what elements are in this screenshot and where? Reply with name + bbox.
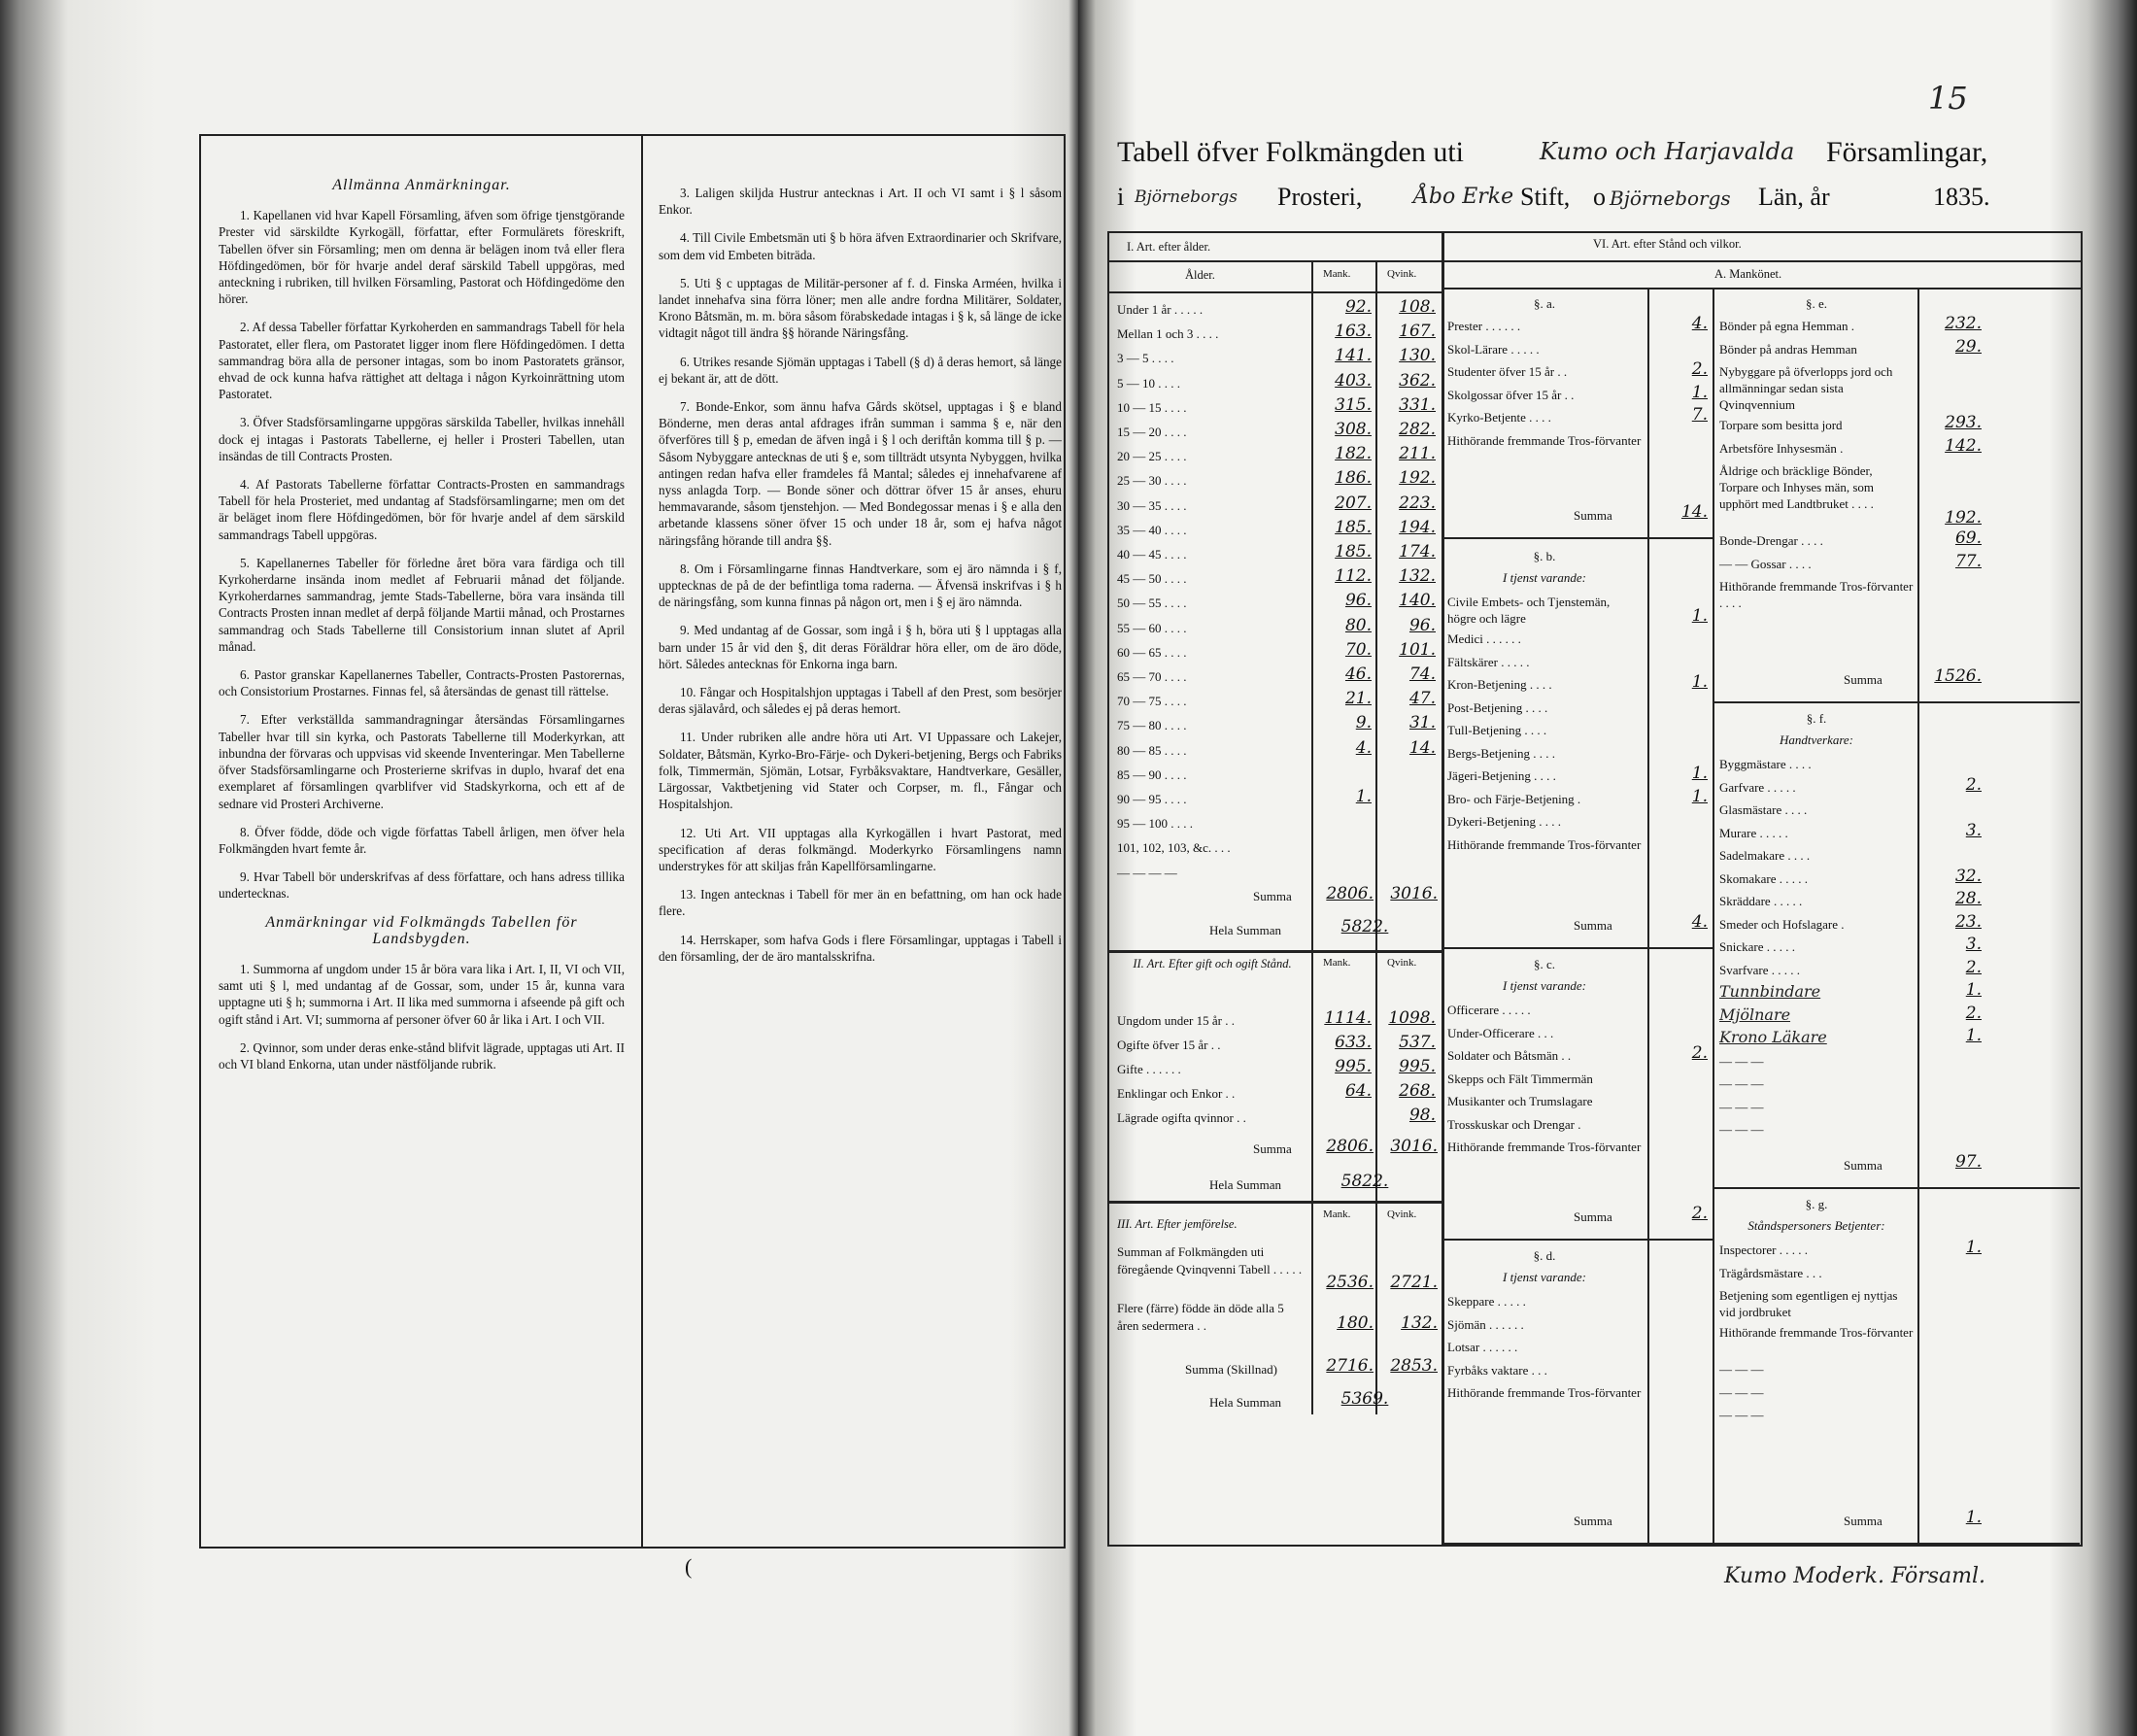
sec_f-row-label: — — — <box>1719 1076 1764 1091</box>
art1-row-qvink: 74. <box>1408 664 1436 684</box>
sec_f-summa-value: 97. <box>1954 1152 1982 1172</box>
art1-row-label: 70 — 75 . . . . <box>1117 694 1187 709</box>
art1-row-label: 65 — 70 . . . . <box>1117 669 1187 684</box>
sec_b-row-label: Dykeri-Betjening . . . . <box>1447 814 1561 829</box>
sec_f-row-label: — — — <box>1719 1122 1764 1137</box>
art1-row-qvink: 47. <box>1408 689 1436 709</box>
sec_f-row-label: Byggmästare . . . . <box>1719 757 1812 771</box>
sec_d-row-label: Sjömän . . . . . . <box>1447 1316 1524 1332</box>
art1-row-label: 75 — 80 . . . . <box>1117 718 1187 733</box>
sec_a-row-value: 2. <box>1691 359 1708 379</box>
art1-row-mank: 315. <box>1335 394 1372 415</box>
art1-row-label: 3 — 5 . . . . <box>1117 351 1174 366</box>
sec_f-row-label: Murare . . . . . <box>1719 825 1788 840</box>
art1-row-label: 5 — 10 . . . . <box>1117 375 1180 391</box>
art1-row-mank: 4. <box>1355 737 1372 758</box>
art1-row-qvink: 108. <box>1399 297 1436 317</box>
sec_f-row-label: Skräddare . . . . . <box>1719 894 1803 908</box>
art6-value-divider <box>1917 288 1919 1545</box>
sec_f-row-value: 1. <box>1965 1026 1982 1045</box>
art1-hela-summan: 5822. <box>1340 917 1389 936</box>
art1-row-mank: 9. <box>1355 713 1372 733</box>
art2-col-mank: Mank. <box>1323 957 1351 969</box>
sec_e-row-value: 77. <box>1954 551 1982 571</box>
paragraph: 5. Kapellanernes Tabeller för förledne året böra vara färdiga och till Kyrkoherdarne insända inom medlet af Februarii månad det följande. Kyrkoherdarnes sammandrag, jemte Stads-Tabellerne, böra vara insända till Contracts Prosten innan medlet af derpå följande Martii månad, och Prostarnes sammandrag och Stads Tabellerne till Consistorium innan slutet af April månad. <box>219 555 625 654</box>
art1-row-qvink: 132. <box>1399 566 1436 587</box>
sec_a-summa-label: Summa <box>1574 508 1612 523</box>
sec_e-row-label: Nybyggare på öfverlopps jord och allmänningar sedan sista Qvinqvennium <box>1719 364 1893 412</box>
sec_b-row-label: Civile Embets- och Tjenstemän, högre och lägre <box>1447 595 1611 626</box>
sec_f-end-line <box>1714 1187 2080 1189</box>
paragraph: 3. Öfver Stadsförsamlingarne uppgöras särskilda Tabeller, hvilkas innehåll dock ej intagas i Pastorats Tabellerne, ej heller i Prosteri Tabellen, utan insändas de till Contracts Prosten. <box>219 415 625 463</box>
paragraph: 6. Pastor granskar Kapellanernes Tabeller, Contracts-Prosten Pastorernas, och Consistorium Prostarnes. Finnas fel, så återsändas de genast till rättelse. <box>219 667 625 699</box>
art1-row-qvink: 192. <box>1399 468 1436 489</box>
art1-row-label: 35 — 40 . . . . <box>1117 522 1187 537</box>
sec_a-row-value: 4. <box>1691 314 1708 333</box>
sec_d-summa-label: Summa <box>1574 1514 1612 1528</box>
left-column-divider <box>641 136 643 1547</box>
art1-row-qvink: 174. <box>1399 542 1436 562</box>
sec_c-summa-value: 2. <box>1691 1204 1708 1223</box>
art6-subheader: A. Mankönet. <box>1714 267 1782 281</box>
title-o: o <box>1593 183 1606 211</box>
sec_e-row-value: 69. <box>1954 528 1982 548</box>
art1-row-qvink: 331. <box>1399 394 1436 415</box>
art2-row-label: Ungdom under 15 år . . <box>1117 1013 1235 1028</box>
art3-hela-label: Hela Summan <box>1209 1395 1282 1410</box>
sec_c-row-label: Skepps och Fält Timmermän <box>1447 1071 1593 1086</box>
art1-row-mank: 403. <box>1335 370 1372 391</box>
sec_g-summa-value: 1. <box>1965 1508 1982 1527</box>
art2-row-label: Enklingar och Enkor . . <box>1117 1086 1236 1101</box>
sec_b-row-label: Bergs-Betjening . . . . <box>1447 745 1555 761</box>
sec_f-row-value: 3. <box>1965 820 1982 840</box>
art6-col-divider <box>1713 288 1714 1545</box>
paragraph: 9. Med undantag af de Gossar, som ingå i § h, böra uti § l upptagas alla barn under 15 år vid den §, dit deras Föräldrar höra eller, om de äro döde, hört. Således antecknas för Enkorna inga barn. <box>659 623 1062 671</box>
art1-row-qvink: 211. <box>1399 444 1436 464</box>
art3-col-line-1 <box>1311 1201 1313 1414</box>
sec_b-summa-value: 4. <box>1691 912 1708 932</box>
art3-col-line-2 <box>1375 1201 1377 1414</box>
art1-row-qvink: 282. <box>1399 420 1436 439</box>
stift-name: Åbo Erke <box>1413 185 1514 209</box>
art1-row-label: 10 — 15 . . . . <box>1117 399 1187 415</box>
art1-row-label: 30 — 35 . . . . <box>1117 497 1187 513</box>
sec_g-summa-label: Summa <box>1844 1514 1883 1528</box>
page-mark: ( <box>685 1554 693 1579</box>
art3-col-qvink: Qvink. <box>1387 1208 1417 1220</box>
art1-row-mank: 80. <box>1344 615 1372 635</box>
paragraph: 14. Herrskaper, som hafva Gods i flere Församlingar, upptagas i Tabell i den församling, der de äro mantalsskrifna. <box>659 932 1062 964</box>
sec_e-row-label: Bönder på egna Hemman . <box>1719 319 1854 333</box>
art1-row-mank: 70. <box>1344 639 1372 660</box>
sec_g-end-line <box>1714 1543 2080 1545</box>
art1-row-mank: 308. <box>1335 420 1372 439</box>
art2-row-label: Ogifte öfver 15 år . . <box>1117 1038 1221 1052</box>
art3-row2-label: Flere (färre) födde än döde alla 5 åren sedermera . . <box>1117 1301 1284 1333</box>
art1-col-mank: Mank. <box>1323 268 1351 280</box>
art2-end-line <box>1109 1201 1442 1204</box>
sec_b-row-label: Hithörande fremmande Tros-förvanter <box>1447 836 1642 852</box>
art1-row-label: Mellan 1 och 3 . . . . <box>1117 326 1219 342</box>
sec_f-row-label: — — — <box>1719 1099 1764 1114</box>
art3-row2-mank: 180. <box>1337 1313 1374 1333</box>
sec_f-subtitle: Handtverkare: <box>1779 732 1854 747</box>
sec_c-row-label: Musikanter och Trumslagare <box>1447 1094 1593 1108</box>
sec_c-summa-label: Summa <box>1574 1209 1612 1224</box>
sec_f-row-label: Sadelmakare . . . . <box>1719 848 1811 863</box>
paragraph: 2. Af dessa Tabeller författar Kyrkoherden en sammandrags Tabell för hela Pastoratet, eller flera, om Pastoratet ligger inom flere Höfdingedömen. I detta sammandrag böra alla de personer intagas, som bo inom Pastoratets gränsor, ehvad de ock kunna hafva rättighet att deltaga i någon Kyrkoinrättning utom Pastoratet. <box>219 320 625 402</box>
paragraph: 7. Efter verkställda sammandragningar återsändas Församlingarnes Tabeller hvar till sin kyrka, och Pastorats Tabellerne till Moderkyrkan, att inbundna der förvaras och uppvisas vid skeende Inventeringar. Men Tabellerne öfver Stadsförsamlingarne och Prosterierne skrifvas in duplo, hvaraf det ena exemplaret af församlingen qvarblifver vid Stadskyrkorna, och ett af de sednare vid Prosteri Archiverne. <box>219 712 625 811</box>
art1-row-mank: 207. <box>1335 493 1372 513</box>
art1-row-qvink: 362. <box>1399 370 1436 391</box>
art1-summa-mank: 2806. <box>1326 884 1374 903</box>
art2-row-qvink: 98. <box>1408 1106 1436 1125</box>
sec_f-row-label: Tunnbindare <box>1719 982 1821 1001</box>
sec_c-row-label: Trosskuskar och Drengar . <box>1447 1116 1581 1132</box>
sec_e-row-label: Bonde-Drengar . . . . <box>1719 533 1823 548</box>
signature: Kumo Moderk. Församl. <box>1724 1564 1986 1588</box>
art1-row-qvink: 31. <box>1408 713 1436 733</box>
art1-hela-label: Hela Summan <box>1209 923 1282 937</box>
title-suffix: Församlingar, <box>1826 136 1988 168</box>
sec_d-title: §. d. <box>1533 1248 1556 1263</box>
sec_b-row-value: 1. <box>1691 606 1708 626</box>
art2-row-qvink: 537. <box>1399 1033 1436 1052</box>
sec_b-row-label: Post-Betjening . . . . <box>1447 699 1548 715</box>
sec_c-row-value: 2. <box>1691 1043 1708 1063</box>
art1-summa-qvink: 3016. <box>1390 884 1438 903</box>
art3-hela-summan: 5369. <box>1340 1389 1389 1409</box>
art2-summa-mank: 2806. <box>1326 1137 1374 1156</box>
sec_a-row-label: Skolgossar öfver 15 år . . <box>1447 387 1575 402</box>
sec_e-row-label: Bönder på andras Hemman <box>1719 341 1857 357</box>
art3-header: III. Art. Efter jemförelse. <box>1117 1217 1238 1231</box>
sec_e-row-value: 142. <box>1945 435 1982 456</box>
art1-row-label: 25 — 30 . . . . <box>1117 473 1187 489</box>
paragraph: 1. Kapellanen vid hvar Kapell Församling, äfven som öfrige tjenstgörande Prester vid särskildte Kyrkogäll, författar, efter Formulärets föreskrift, Tabellen öfver sin Församling; men om denna är belägen inom två eller flera Höfdingedömen, bör för hvarje andel deraf särskild Tabell uppgöras, med anteckning i rubriken, till hvilken Församling, Pastorat och Höfdingedöme den hörer. <box>219 208 625 307</box>
title-prefix: Tabell öfver Folkmängden uti <box>1117 136 1464 168</box>
art1-row-qvink: 96. <box>1408 615 1436 635</box>
sec_c-row-label: Hithörande fremmande Tros-förvanter <box>1447 1140 1642 1154</box>
art1-row-label: 50 — 55 . . . . <box>1117 596 1187 611</box>
art2-row-qvink: 995. <box>1399 1057 1436 1076</box>
sec_a-row-label: Studenter öfver 15 år . . <box>1447 364 1568 379</box>
sec_a-row-label: Kyrko-Betjente . . . . <box>1447 410 1551 425</box>
page-number: 15 <box>1928 80 1968 117</box>
art1-row-mank: 96. <box>1344 591 1372 611</box>
sec_e-title: §. e. <box>1805 296 1828 311</box>
left-column-1 <box>219 165 625 1084</box>
sec_e-summa-value: 1526. <box>1934 666 1982 686</box>
sec_f-title: §. f. <box>1806 711 1827 726</box>
notes-paragraphs <box>659 185 1062 965</box>
sec_c-row-label: Under-Officerare . . . <box>1447 1025 1554 1040</box>
paragraph: 3. Laligen skiljda Hustrur antecknas i Art. II och VI samt i § l såsom Enkor. <box>659 186 1062 218</box>
prosteri-name: Björneborgs <box>1135 187 1238 207</box>
art2-row-label: Gifte . . . . . . <box>1117 1062 1181 1076</box>
art6-subheader-line <box>1443 288 2081 289</box>
sec_b-row-value: 1. <box>1691 764 1708 783</box>
sec_f-row-value: 1. <box>1965 980 1982 1000</box>
art3-summa-label: Summa (Skillnad) <box>1185 1362 1277 1377</box>
sec_b-row-label: Tull-Betjening . . . . <box>1447 723 1547 737</box>
sec_g-row-label: Betjening som egentligen ej nyttjas vid jordbruket <box>1719 1288 1898 1319</box>
landsbygd-title: Anmärkningar vid Folkmängds Tabellen för Landsbygden. <box>265 913 578 947</box>
sec_f-row-label: Smeder och Hofslagare . <box>1719 916 1845 932</box>
sec_f-row-label: Garfvare . . . . . <box>1719 779 1796 795</box>
art2-hela-label: Hela Summan <box>1209 1177 1282 1192</box>
sec_g-row-label: — — — <box>1719 1408 1764 1422</box>
sec_a-row-value: 1. <box>1691 382 1708 402</box>
art3-row1-mank: 2536. <box>1326 1273 1374 1292</box>
paragraph: 11. Under rubriken alle andre höra uti Art. VI Uppassare och Lakejer, Soldater, Båtsmän, Kyrko-Bro-Färje- och Dykeri-betjening, Bergs och Fabriks folk, Timmermän, Sjömän, Lotsar, Fyrbåksvaktare, Handtverkare, Gesäller, Lärgossar, Vaktbetjening vid Stater och Corpser, m. fl., Fångar och Hospitalshjon. <box>659 730 1062 812</box>
sec_g-row-label: Trägårdsmästare . . . <box>1719 1265 1822 1280</box>
paragraph: 12. Uti Art. VII upptagas alla Kyrkogällen i hvart Pastorat, med specification af deras folkmängd. Moderkyrko Församlingens namn understrykes för att skiljas från Kapellförsamlingarne. <box>659 825 1062 873</box>
sec_f-row-value: 2. <box>1965 1003 1982 1023</box>
sec_a-row-label: Hithörande fremmande Tros-förvanter <box>1447 432 1642 448</box>
art1-row-label: — — — — <box>1117 865 1177 880</box>
art2-row-label: Lägrade ogifta qvinnor . . <box>1117 1110 1246 1125</box>
paragraph: 10. Fångar och Hospitalshjon upptagas i Tabell af den Prest, som besörjer deras själavård, och således ej på deras hemort. <box>659 685 1062 717</box>
sec_d-row-label: Fyrbåks vaktare . . . <box>1447 1362 1547 1378</box>
left-column-2 <box>659 185 1062 976</box>
paragraph: 4. Af Pastorats Tabellerne författar Contracts-Prosten en sammandrags Tabell för hela Prosteriet, med undantag af Stadsförsamlingarne; men om det är beläget inom flere Höfdingedömen, bör för hvarje andel af dem särskild sammandrags Tabell uppgöras. <box>219 477 625 542</box>
parish-name: Kumo och Harjavalda <box>1540 138 1795 165</box>
sec_f-summa-label: Summa <box>1844 1158 1883 1173</box>
landsbygd-paragraphs <box>219 961 625 1072</box>
art3-row2-qvink: 132. <box>1401 1313 1438 1333</box>
sec_e-row-label: — — Gossar . . . . <box>1719 556 1812 571</box>
sec_e-summa-label: Summa <box>1844 672 1883 687</box>
art1-row-label: 20 — 25 . . . . <box>1117 449 1187 464</box>
art1-row-mank: 21. <box>1344 689 1372 709</box>
art1-row-qvink: 140. <box>1399 591 1436 611</box>
paragraph: 8. Om i Församlingarne finnas Handtverkare, som ej äro nämnda i § f, upptecknas de på de der befintliga toma raderna. — Äfvensä inskrifvas i § h de näringsfång, som kunna finnas på någon ort, men i § ej äro nämnda. <box>659 561 1062 610</box>
art1-row-qvink: 223. <box>1399 493 1436 513</box>
art3-col-mank: Mank. <box>1323 1208 1351 1220</box>
art1-row-qvink: 14. <box>1408 737 1436 758</box>
sec_b-end-line <box>1443 947 1713 949</box>
art1-row-mank: 163. <box>1335 322 1372 342</box>
art1-row-label: 55 — 60 . . . . <box>1117 620 1187 635</box>
sec_g-row-label: — — — <box>1719 1362 1764 1377</box>
sec_a-end-line <box>1443 537 1713 539</box>
art1-row-label: 95 — 100 . . . . <box>1117 816 1193 832</box>
art1-row-label: 15 — 20 . . . . <box>1117 425 1187 439</box>
art1-row-mank: 141. <box>1335 346 1372 366</box>
art2-row-mank: 64. <box>1344 1081 1372 1101</box>
sec_f-row-value: 2. <box>1965 774 1982 795</box>
art1-summa-label: Summa <box>1253 889 1292 903</box>
right-page <box>1078 0 2137 1736</box>
sec_c-subtitle: I tjenst varande: <box>1503 978 1586 993</box>
sec_c-row-label: Soldater och Båtsmän . . <box>1447 1048 1572 1063</box>
paragraph: 5. Uti § c upptagas de Militär-personer af f. d. Finska Arméen, hvilka i landet innehafva sina förra löner; men alle andre fordna Militärer, Soldater, Krono Båtsmän, m. m. böra såsom förabskedade intagas i § k, så länge de icke vidtagit något till ändra §§ hörande Näringsfång. <box>659 275 1062 341</box>
art6-value-divider <box>1647 288 1649 1545</box>
sec_f-row-value: 32. <box>1954 866 1982 886</box>
art1-row-mank: 46. <box>1344 664 1372 684</box>
art2-hela-summan: 5822. <box>1340 1172 1389 1191</box>
sec_d-row-label: Lotsar . . . . . . <box>1447 1340 1518 1354</box>
sec_b-row-label: Kron-Betjening . . . . <box>1447 677 1552 692</box>
sec_a-summa-value: 14. <box>1680 502 1708 522</box>
paragraph: 1. Summorna af ungdom under 15 år böra vara lika i Art. I, II, VI och VII, samt uti § l, med undantag af de Gossar, som, under 15 år, kunna vara upptagne uti § h; summorna i Art. II lika med summorna i afseende på gift och ogift stånd i Art. VI; summorna af personer öfver 60 år lika i Art. I och VII. <box>219 961 625 1027</box>
art3-row1-label: Summan af Folkmängden uti föregående Qvinqvenni Tabell . . . . . <box>1117 1244 1303 1276</box>
sec_d-row-label: Skeppare . . . . . <box>1447 1294 1526 1309</box>
sec_b-row-label: Fältskärer . . . . . <box>1447 654 1530 669</box>
art2-summa-qvink: 3016. <box>1390 1137 1438 1156</box>
lan-label: Län, år <box>1758 183 1830 211</box>
sec_b-row-value: 1. <box>1691 672 1708 692</box>
sec_g-row-value: 1. <box>1965 1238 1982 1257</box>
title-i: i <box>1117 183 1125 211</box>
art1-row-qvink: 130. <box>1399 346 1436 366</box>
sec_f-row-value: 23. <box>1954 911 1982 932</box>
sec_e-row-label: Torpare som besitta jord <box>1719 418 1843 432</box>
sec_f-row-label: — — — <box>1719 1053 1764 1069</box>
sec_b-row-label: Bro- och Färje-Betjening . <box>1447 791 1581 806</box>
sec_c-end-line <box>1443 1239 1713 1241</box>
art-divider <box>1442 233 1444 1545</box>
sec_f-row-label: Mjölnare <box>1719 1004 1791 1024</box>
sec_b-row-label: Jägeri-Betjening . . . . <box>1447 768 1556 783</box>
sec_e-row-label: Arbetsföre Inhysesmän . <box>1719 440 1844 456</box>
paragraph: 8. Öfver födde, döde och vigde författas Tabell årligen, men öfver hela Folkmängden hvart femte år. <box>219 824 625 856</box>
art1-row-mank: 1. <box>1355 787 1372 806</box>
art2-row-qvink: 268. <box>1399 1081 1436 1101</box>
sec_a-title: §. a. <box>1533 296 1556 311</box>
art1-row-qvink: 194. <box>1399 517 1436 537</box>
sec_g-row-label: — — — <box>1719 1384 1764 1400</box>
sec_c-title: §. c. <box>1533 957 1556 971</box>
art2-row-mank: 633. <box>1335 1033 1372 1052</box>
sec_b-subtitle: I tjenst varande: <box>1503 570 1586 585</box>
sec_e-row-label: Hithörande fremmande Tros-förvanter . . . . <box>1719 579 1914 610</box>
sec_d-row-label: Hithörande fremmande Tros-förvanter <box>1447 1385 1642 1400</box>
sec_f-row-label: Krono Läkare <box>1719 1028 1827 1046</box>
sec_a-row-label: Prester . . . . . . <box>1447 319 1521 333</box>
lan-name: Björneborgs <box>1610 187 1731 210</box>
sec_f-row-value: 28. <box>1954 889 1982 908</box>
allmanna-paragraphs <box>219 207 625 902</box>
art1-row-mank: 92. <box>1344 297 1372 317</box>
art2-row-mank: 1114. <box>1324 1008 1372 1028</box>
art1-col-qvink: Qvink. <box>1387 268 1417 280</box>
sec_e-row-value: 293. <box>1945 413 1982 432</box>
art3-row1-qvink: 2721. <box>1390 1273 1438 1292</box>
sec_f-row-value: 3. <box>1965 935 1982 954</box>
sec_c-row-label: Officerare . . . . . <box>1447 1003 1531 1017</box>
sec_f-row-label: Skomakare . . . . . <box>1719 870 1808 886</box>
art2-header: II. Art. Efter gift och ogift Stånd. <box>1133 957 1292 970</box>
sec_e-row-value: 232. <box>1945 314 1982 333</box>
year: 1835. <box>1933 183 1990 211</box>
art1-row-mank: 185. <box>1335 542 1372 562</box>
sec_b-row-label: Medici . . . . . . <box>1447 631 1521 646</box>
art1-row-label: 90 — 95 . . . . <box>1117 792 1187 806</box>
sec_b-title: §. b. <box>1533 549 1556 563</box>
art6-header: VI. Art. efter Stånd och vilkor. <box>1593 237 1742 251</box>
art1-row-mank: 186. <box>1335 468 1372 489</box>
art1-row-mank: 185. <box>1335 517 1372 537</box>
art2-row-mank: 995. <box>1335 1057 1372 1076</box>
sec_d-end-line <box>1443 1543 1713 1545</box>
art1-end-line <box>1109 950 1442 953</box>
sec_b-row-value: 1. <box>1691 786 1708 806</box>
allmanna-title: Allmänna Anmärkningar. <box>332 177 511 193</box>
art3-summa-mank: 2716. <box>1326 1356 1374 1376</box>
paragraph: 7. Bonde-Enkor, som ännu hafva Gårds skötsel, upptagas i § e bland Bönderne, men deras antal afdrages ifrån summan i samma § e, när den öfverföres till § p, emedan de äfven ingå i § l och deriftån komma till § p. — Såsom Nybyggare antecknas de uti § e, som tillträdt utsynta Nybyggen, hvilka antingen redan hafva eller framdeles få Mantal; således ej innehafvarene af nyss anlagda Torp. — Bonde söner och döttrar öfver 15 år anses, ehuru hemmavarande, såsom tjenstehjon. — Med Bondegossar menas i § e alla den arbetande klassens söner öfver 15 och under 18 år, som ej hafva något näringsfång hörande till andra §§. <box>659 399 1062 548</box>
sec_b-summa-label: Summa <box>1574 918 1612 933</box>
stift-label: Stift, <box>1520 183 1571 211</box>
art2-row-qvink: 1098. <box>1388 1008 1436 1028</box>
paragraph: 4. Till Civile Embetsmän uti § b höra äfven Extraordinarier och Skrifvare, som dem vid Embeten biträda. <box>659 230 1062 262</box>
paragraph: 6. Utrikes resande Sjömän upptagas i Tabell (§ d) å deras hemort, så länge ej bekant är, att de dött. <box>659 354 1062 386</box>
art1-header: I. Art. efter ålder. <box>1127 240 1211 254</box>
sec_f-row-label: Svarfvare . . . . . <box>1719 962 1801 977</box>
sec_e-end-line <box>1714 701 2080 703</box>
sec_f-row-value: 2. <box>1965 957 1982 977</box>
sec_f-row-label: Glasmästare . . . . <box>1719 802 1808 817</box>
sec_g-row-label: Hithörande fremmande Tros-förvanter <box>1719 1325 1914 1340</box>
sec_a-row-label: Skol-Lärare . . . . . <box>1447 341 1540 357</box>
art1-row-label: 80 — 85 . . . . <box>1117 742 1187 758</box>
header-line <box>1107 260 2081 262</box>
art1-colhead-line <box>1109 291 1442 293</box>
paragraph: 2. Qvinnor, som under deras enke-stånd blifvit lägrade, upptagas uti Art. II och VI bland Enkorna, utan under nästföljande rubrik. <box>219 1039 625 1072</box>
art1-row-label: 85 — 90 . . . . <box>1117 766 1187 782</box>
sec_a-row-value: 7. <box>1691 405 1708 425</box>
sec_e-row-value: 29. <box>1954 336 1982 357</box>
art1-row-label: 40 — 45 . . . . <box>1117 547 1187 562</box>
art2-col-qvink: Qvink. <box>1387 957 1417 969</box>
art1-row-mank: 182. <box>1335 444 1372 464</box>
paragraph: 9. Hvar Tabell bör underskrifvas af dess författare, och hans adress tillika undertecknas. <box>219 869 625 902</box>
sec_g-title: §. g. <box>1805 1197 1828 1211</box>
sec_d-subtitle: I tjenst varande: <box>1503 1270 1586 1284</box>
sec_g-row-label: Inspectorer . . . . . <box>1719 1242 1808 1257</box>
art1-row-label: Under 1 år . . . . . <box>1117 302 1204 317</box>
art1-row-label: 60 — 65 . . . . <box>1117 644 1187 660</box>
art1-row-mank: 112. <box>1335 566 1372 587</box>
art1-row-label: 101, 102, 103, &c. . . . <box>1117 840 1231 856</box>
art1-row-qvink: 167. <box>1399 322 1436 342</box>
art1-row-qvink: 101. <box>1399 639 1436 660</box>
art2-summa-label: Summa <box>1253 1141 1292 1156</box>
sec_e-row-value: 192. <box>1945 508 1982 528</box>
art3-summa-qvink: 2853. <box>1390 1356 1438 1376</box>
art1-col-alder: Ålder. <box>1185 268 1215 282</box>
sec_g-subtitle: Ståndspersoners Betjenter: <box>1747 1218 1885 1233</box>
prosteri-label: Prosteri, <box>1277 183 1363 211</box>
paragraph: 13. Ingen antecknas i Tabell för mer än en befattning, om han ock hade flere. <box>659 887 1062 919</box>
art1-row-label: 45 — 50 . . . . <box>1117 571 1187 587</box>
sec_f-row-label: Snickare . . . . . <box>1719 939 1795 954</box>
sec_e-row-label: Åldrige och bräcklige Bönder, Torpare och Inhyses män, som upphört med Landtbruket . . . . <box>1719 463 1875 511</box>
